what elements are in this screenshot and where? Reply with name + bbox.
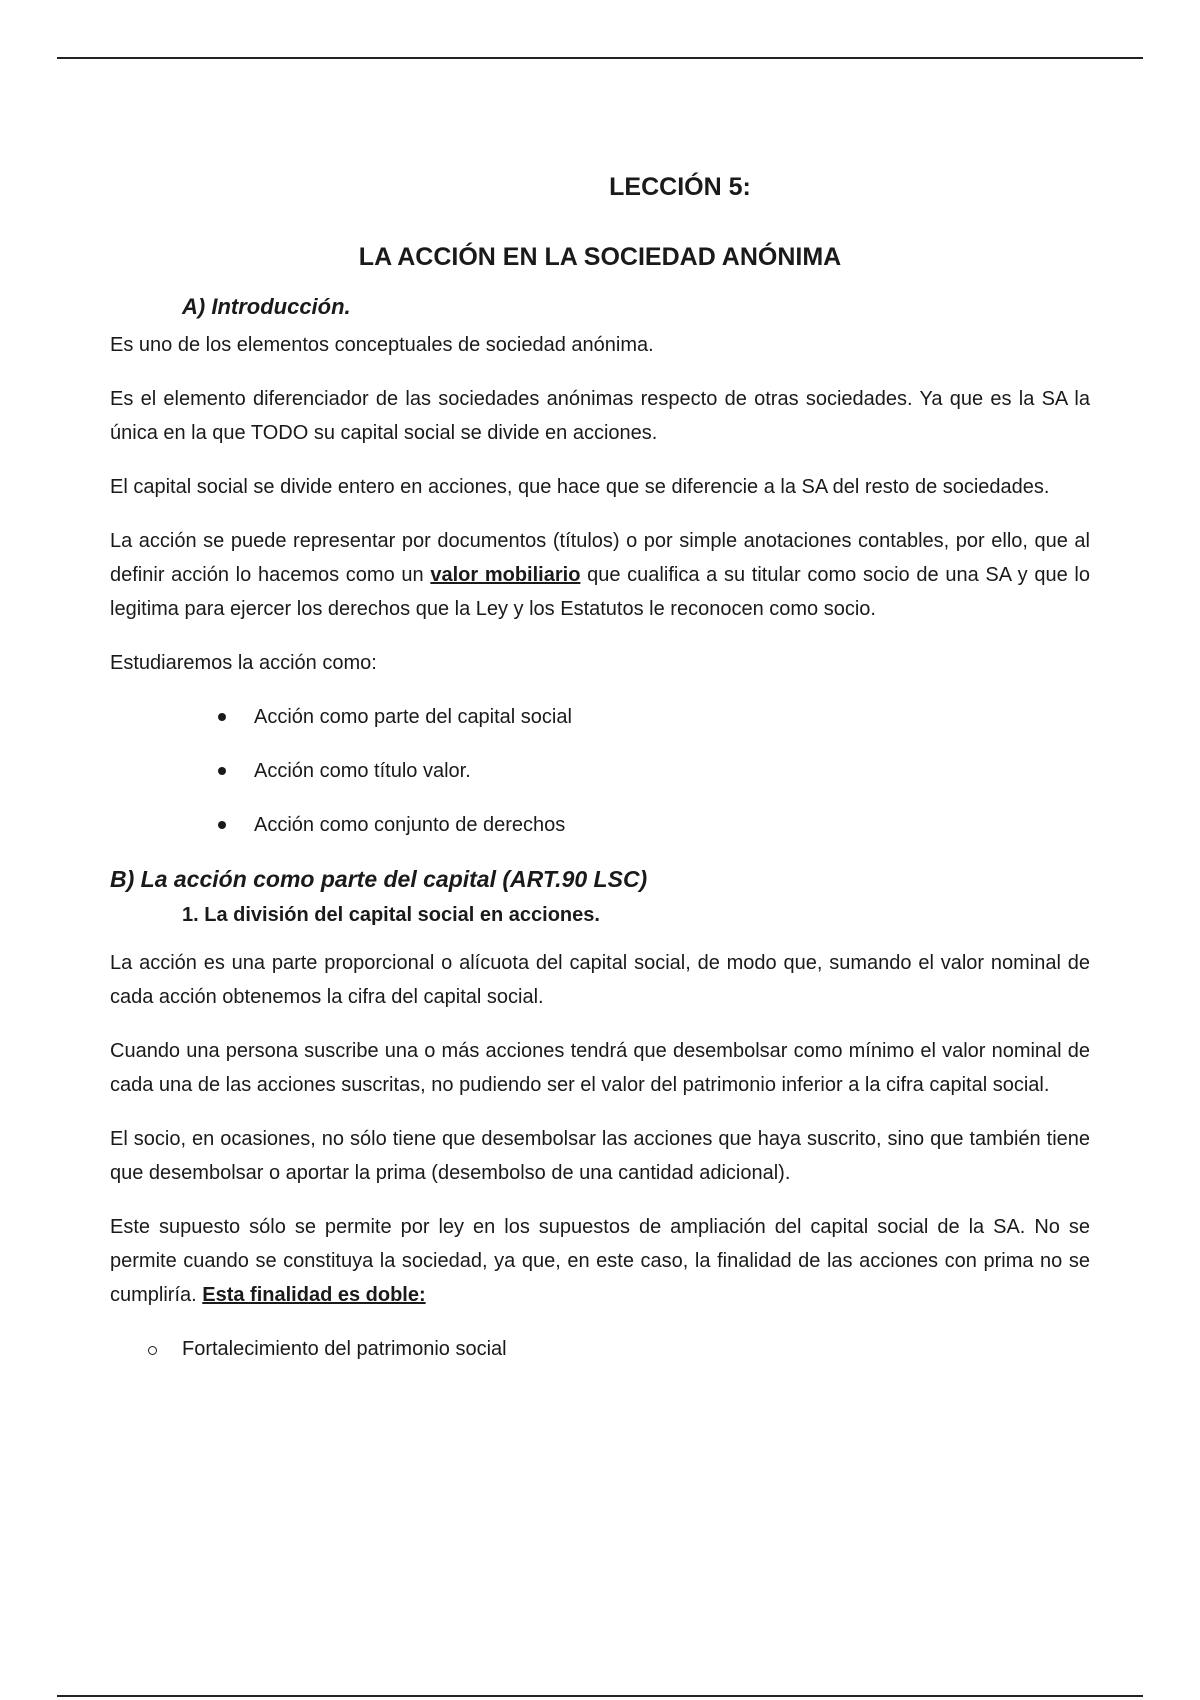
emphasis-term: valor mobiliario — [430, 564, 581, 586]
subsection-heading: 1. La división del capital social en acciones. — [182, 904, 600, 926]
paragraph: Es el elemento diferenciador de las sociedades anónimas respecto de otras sociedades. Ya que es la SA la única en la que TODO su capital social se divide en acciones. — [110, 388, 1090, 444]
header-rule — [57, 57, 1143, 59]
section-a-heading: A) Introducción. — [182, 294, 351, 319]
emphasis-term: Esta finalidad es doble: — [202, 1284, 426, 1306]
list-item — [218, 700, 1090, 734]
list-item — [218, 808, 1090, 842]
paragraph: La acción es una parte proporcional o alícuota del capital social, de modo que, sumando el valor nominal de cada acción obtenemos la cifra del capital social. — [110, 952, 1090, 1008]
list-item-text: Fortalecimiento del patrimonio social — [182, 1338, 507, 1360]
paragraph-text: Este supuesto sólo se permite por ley en los supuestos de ampliación del capital social de la SA. No se permite cuando se constituya la sociedad, ya que, en este caso, la finalidad de las acciones con prima no se cumpliría. — [110, 1216, 1090, 1306]
footer-rule — [57, 1695, 1143, 1697]
bullet-icon — [218, 821, 226, 829]
circle-bullet-icon — [148, 1346, 157, 1355]
list-item-text: Acción como título valor. — [254, 760, 471, 782]
paragraph-text: que cualifica a su titular como socio de una SA y que lo legitima para ejercer los derechos que la Ley y los Estatutos le reconocen como socio. — [110, 564, 1090, 620]
paragraph: Estudiaremos la acción como: — [110, 652, 377, 674]
bullet-icon — [218, 767, 226, 775]
paragraph-text: La acción se puede representar por documentos (títulos) o por simple anotaciones contables, por ello, que al definir acción lo hacemos como un — [110, 530, 1090, 586]
paragraph: El capital social se divide entero en acciones, que hace que se diferencie a la SA del resto de sociedades. — [110, 476, 1050, 498]
paragraph — [110, 1210, 1090, 1312]
bullet-icon — [218, 713, 226, 721]
paragraph: Es uno de los elementos conceptuales de sociedad anónima. — [110, 334, 654, 356]
list-item-text: Acción como conjunto de derechos — [254, 814, 566, 836]
paragraph: Cuando una persona suscribe una o más acciones tendrá que desembolsar como mínimo el valor nominal de cada una de las acciones suscritas, no pudiendo ser el valor del patrimonio inferior a la cifra capital social. — [110, 1040, 1090, 1096]
lesson-number: LECCIÓN 5: — [609, 173, 751, 201]
list-item — [146, 1332, 1090, 1366]
lesson-title: LA ACCIÓN EN LA SOCIEDAD ANÓNIMA — [358, 243, 842, 271]
document-body — [110, 170, 1090, 1366]
section-b-heading: B) La acción como parte del capital (ART.90 LSC) — [110, 866, 648, 892]
circle-list — [110, 1332, 1090, 1366]
list-item-text: Acción como parte del capital social — [254, 706, 572, 728]
paragraph: El socio, en ocasiones, no sólo tiene que desembolsar las acciones que haya suscrito, sino que también tiene que desembolsar o aportar la prima (desembolso de una cantidad adicional). — [110, 1128, 1090, 1184]
bullet-list — [110, 700, 1090, 842]
paragraph — [110, 524, 1090, 626]
list-item — [218, 754, 1090, 788]
